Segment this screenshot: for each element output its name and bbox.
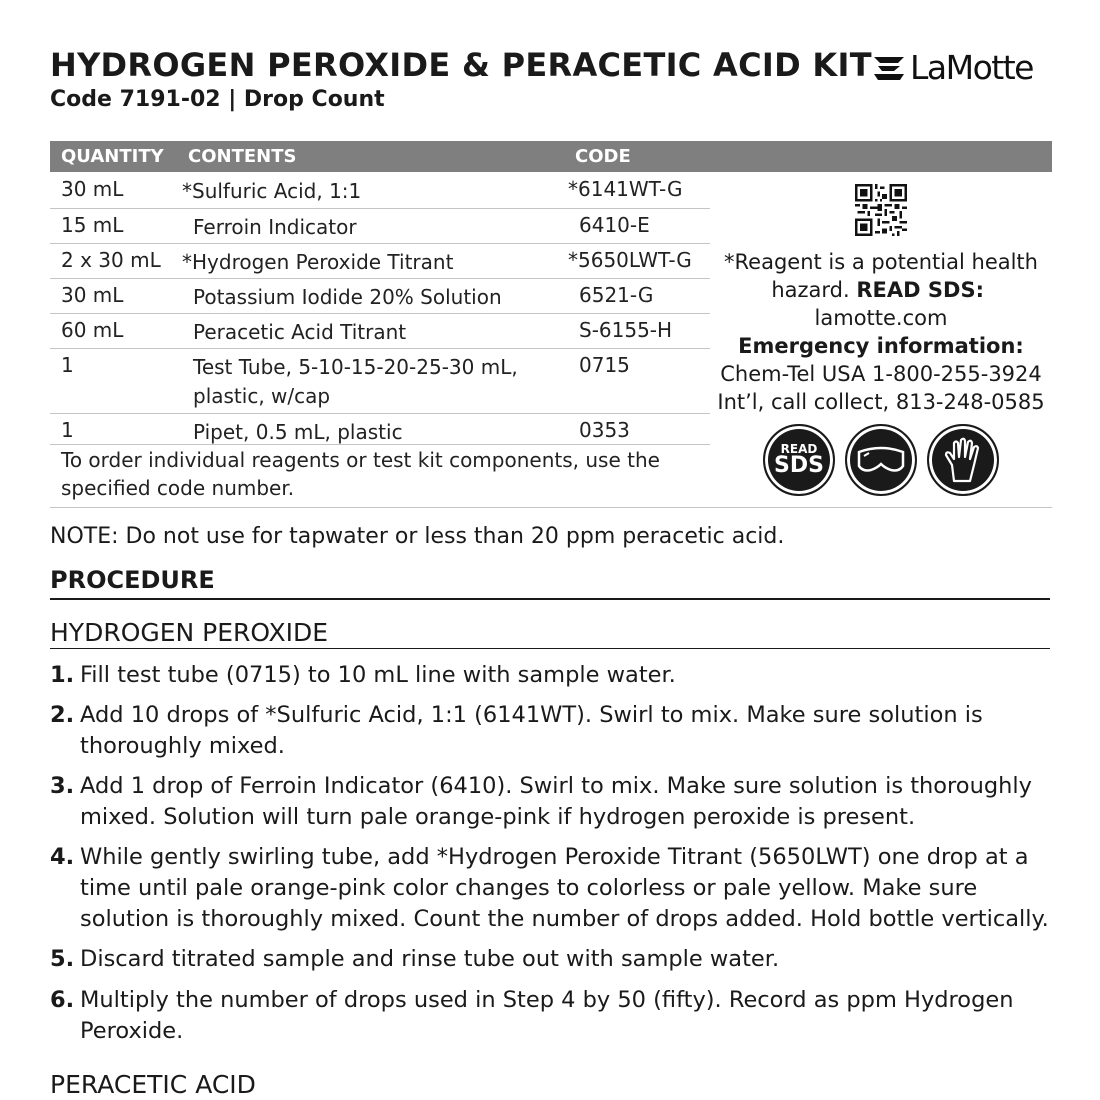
procedure-divider (50, 598, 1050, 600)
row-quantity: 1 (61, 418, 74, 442)
row-contents: Potassium Iodide 20% Solution (193, 285, 502, 309)
table-footer-note: To order individual reagents or test kit components, use the specified code number. (61, 448, 660, 500)
row-code: *6141WT-G (568, 177, 683, 201)
safety-panel (708, 184, 1054, 496)
row-code: 6410-E (579, 213, 650, 237)
row-code: *5650LWT-G (568, 248, 692, 272)
qr-code-icon[interactable] (855, 184, 907, 236)
table-row (50, 173, 710, 209)
table-divider (50, 507, 1052, 508)
procedure-heading: PROCEDURE (50, 566, 215, 594)
row-quantity: 30 mL (61, 283, 124, 307)
table-row (50, 279, 710, 314)
row-code: 0353 (579, 418, 630, 442)
row-contents: Ferroin Indicator (193, 215, 357, 239)
step-text: While gently swirling tube, add *Hydrogen Peroxide Titrant (5650LWT) one drop at a time until pale orange-pink color changes to colorless or pale yellow. Make sure solution is thoroughly mixed. Count the number of drops added. Hold bottle vertically. (80, 844, 1049, 932)
step-number: 2. (50, 702, 75, 728)
row-quantity: 60 mL (61, 318, 124, 342)
row-quantity: 1 (61, 353, 74, 377)
step-number: 3. (50, 773, 75, 799)
section-heading-hydrogen-peroxide: HYDROGEN PEROXIDE (50, 618, 329, 647)
sds-icon-small-text: READ (780, 442, 818, 456)
brand-logo (872, 48, 1033, 87)
row-contents: Test Tube, 5-10-15-20-25-30 mL, plastic, w/cap (193, 355, 518, 408)
row-code: 6521-G (579, 283, 654, 307)
row-quantity: 2 x 30 mL (61, 248, 161, 272)
phone-usa: Chem-Tel USA 1-800-255-3924 (720, 362, 1042, 386)
table-row (50, 244, 710, 279)
table-row (50, 414, 710, 445)
row-quantity: 15 mL (61, 213, 124, 237)
step-number: 4. (50, 844, 75, 870)
step-number: 1. (50, 662, 75, 688)
gloves-icon (927, 424, 999, 496)
website-link[interactable]: lamotte.com (814, 306, 948, 330)
safety-goggles-icon (845, 424, 917, 496)
row-code: S-6155-H (579, 318, 673, 342)
lamotte-logo-icon (872, 51, 906, 85)
section-divider (50, 648, 1050, 649)
step-text: Add 1 drop of Ferroin Indicator (6410). Swirl to mix. Make sure solution is thoroughly mixed. Solution will turn pale orange-pink if hydrogen peroxide is present. (80, 773, 1032, 830)
table-row (50, 209, 710, 244)
note-text: NOTE: Do not use for tapwater or less than 20 ppm peracetic acid. (50, 524, 785, 549)
safety-text (708, 248, 1054, 416)
section-heading-peracetic-acid: PERACETIC ACID (50, 1070, 256, 1099)
step-text: Multiply the number of drops used in Step 4 by 50 (fifty). Record as ppm Hydrogen Peroxide. (80, 987, 1014, 1044)
row-contents: *Sulfuric Acid, 1:1 (182, 179, 362, 203)
row-code: 0715 (579, 353, 630, 377)
page-subtitle: Code 7191-02 | Drop Count (50, 87, 385, 112)
table-row (50, 349, 710, 414)
row-quantity: 30 mL (61, 177, 124, 201)
phone-intl: Int’l, call collect, 813-248-0585 (717, 390, 1045, 414)
column-header-quantity: QUANTITY (61, 146, 164, 167)
step-text: Fill test tube (0715) to 10 mL line with sample water. (80, 662, 676, 688)
row-contents: Peracetic Acid Titrant (193, 320, 407, 344)
step-text: Discard titrated sample and rinse tube out with sample water. (80, 946, 780, 972)
column-header-code: CODE (575, 146, 631, 167)
emergency-label: Emergency information: (738, 334, 1024, 358)
table-header (50, 141, 1052, 172)
read-sds-icon (763, 424, 835, 496)
sds-icon-big-text: SDS (774, 453, 824, 478)
step-text: Add 10 drops of *Sulfuric Acid, 1:1 (6141WT). Swirl to mix. Make sure solution is thoroughly mixed. (80, 702, 983, 759)
safety-icons (708, 424, 1054, 496)
table-row (50, 314, 710, 349)
step-number: 6. (50, 987, 75, 1013)
reagent-warning-text: *Reagent is a potential health hazard. (724, 250, 1038, 302)
row-contents: *Hydrogen Peroxide Titrant (182, 250, 454, 274)
step-number: 5. (50, 946, 75, 972)
page-title: HYDROGEN PEROXIDE & PERACETIC ACID KIT (50, 46, 872, 84)
column-header-contents: CONTENTS (188, 146, 297, 167)
reagent-warning (708, 248, 1054, 332)
brand-name: LaMotte (910, 48, 1033, 87)
row-contents: Pipet, 0.5 mL, plastic (193, 420, 403, 444)
read-sds-label: READ SDS: (856, 278, 984, 302)
